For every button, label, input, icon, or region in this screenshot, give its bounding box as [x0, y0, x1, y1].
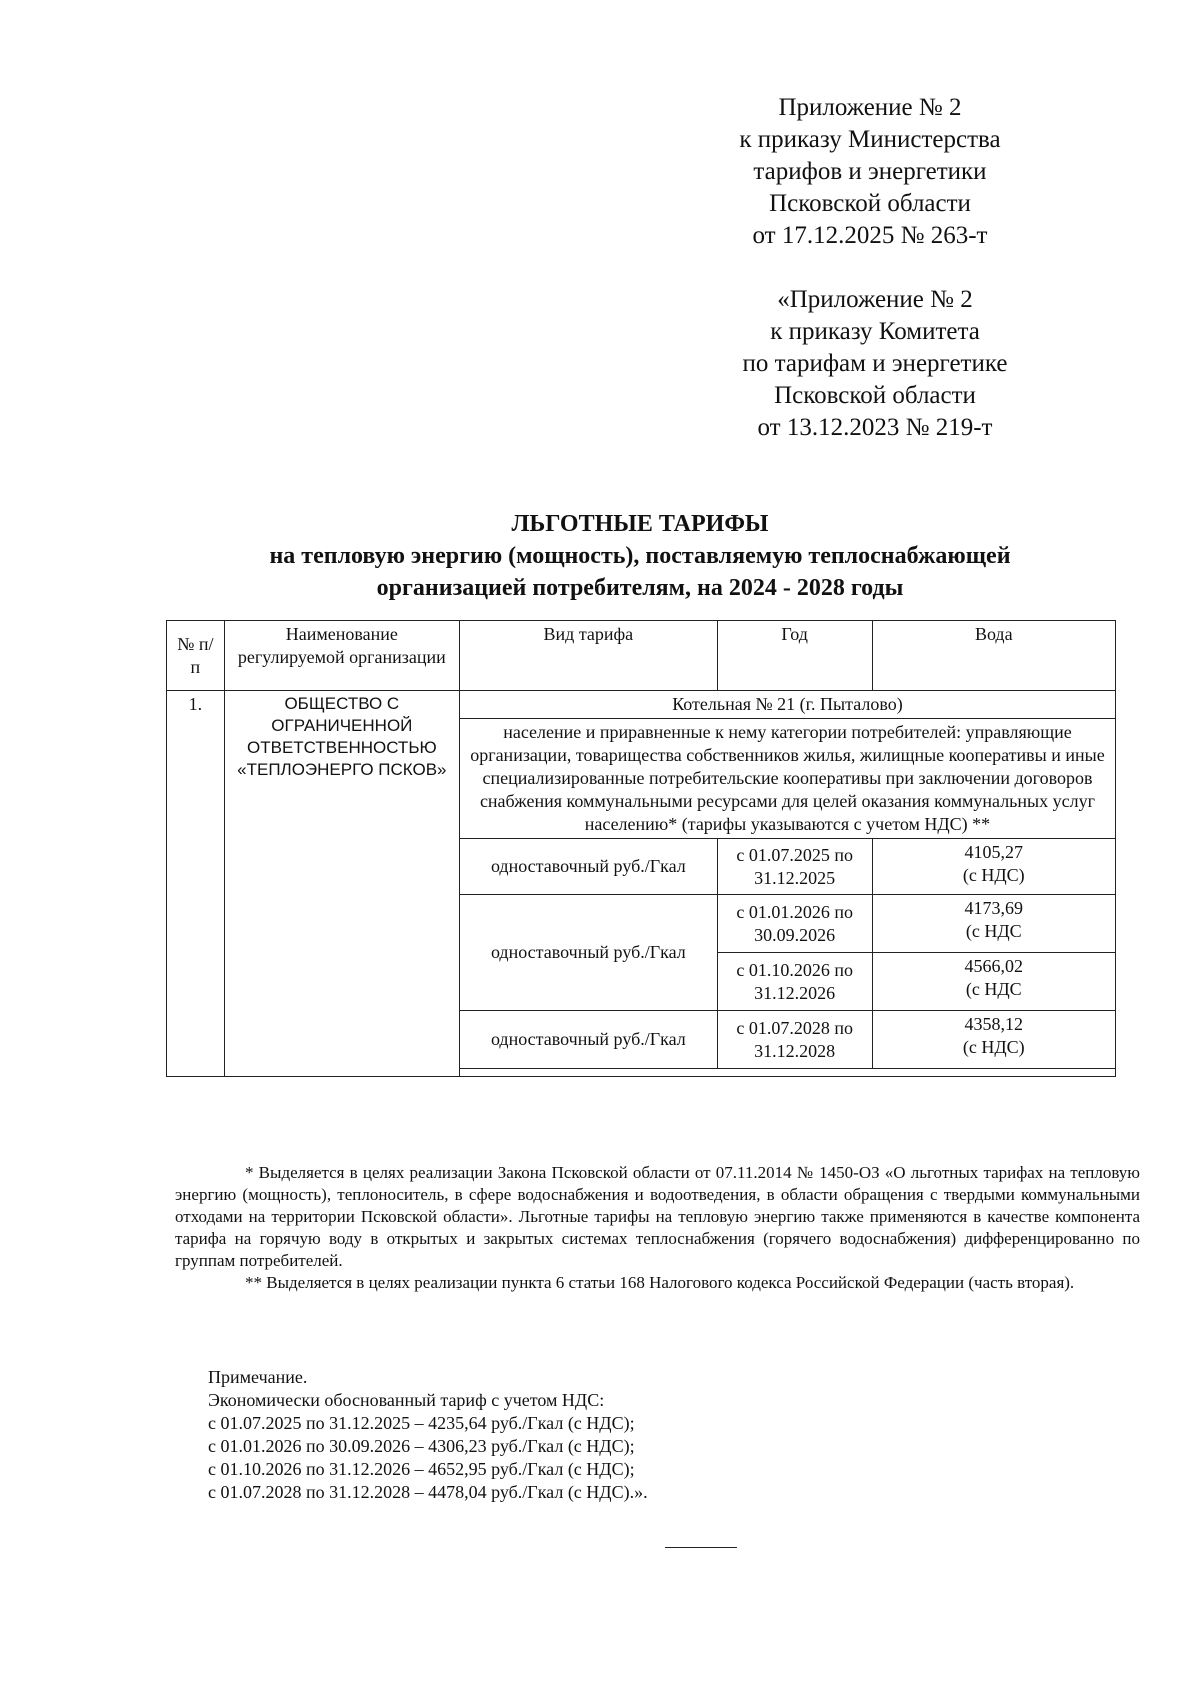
appendix-line: к приказу Министерства: [739, 126, 1001, 153]
tariff-vat-note: (с НДС: [965, 921, 1022, 941]
tariff-value: 4105,27: [964, 842, 1023, 862]
remark-line: с 01.10.2026 по 31.12.2026 – 4652,95 руб./Гкал (с НДС);: [208, 1459, 635, 1479]
tariff-value: 4173,69: [964, 898, 1023, 918]
boiler-house: Котельная № 21 (г. Пыталово): [459, 691, 1115, 719]
appendix-line: Приложение № 2: [778, 94, 962, 121]
remark-line: с 01.01.2026 по 30.09.2026 – 4306,23 руб./Гкал (с НДС);: [208, 1436, 635, 1456]
tariff-period: с 01.01.2026 по 30.09.2026: [717, 895, 872, 953]
tariff-period: с 01.07.2028 по 31.12.2028: [717, 1011, 872, 1069]
tariff-value: 4566,02: [964, 956, 1023, 976]
remark-line: с 01.07.2028 по 31.12.2028 – 4478,04 руб./Гкал (с НДС).».: [208, 1482, 648, 1502]
tariff-vat-note: (с НДС): [962, 865, 1025, 885]
appendix-line: к приказу Комитета: [770, 318, 980, 345]
appendix-line: от 13.12.2023 № 219-т: [757, 414, 993, 441]
tariff-vat-note: (с НДС): [962, 1037, 1025, 1057]
title-line: организацией потребителям, на 2024 - 2028 годы: [376, 575, 904, 601]
remark-heading: Примечание.: [208, 1367, 308, 1387]
organization-name: ОБЩЕСТВО С ОГРАНИЧЕННОЙ ОТВЕТСТВЕННОСТЬЮ «ТЕПЛОЭНЕРГО ПСКОВ»: [224, 691, 459, 1077]
remark-line: с 01.07.2025 по 31.12.2025 – 4235,64 руб./Гкал (с НДС);: [208, 1413, 635, 1433]
tariff-value-cell: [872, 839, 1115, 895]
tariff-kind: одноставочный руб./Гкал: [459, 1011, 717, 1069]
tariff-value-cell: [872, 1011, 1115, 1069]
footnote-two: ** Выделяется в целях реализации пункта 6 статьи 168 Налогового кодекса Российской Федерации (часть вторая).: [245, 1273, 1075, 1292]
header-num: № п/п: [167, 621, 225, 691]
title-line: на тепловую энергию (мощность), поставляемую теплоснабжающей: [269, 543, 1011, 569]
table-header-row: [167, 621, 1116, 691]
table-row: [167, 691, 1116, 719]
appendix-header-current: [700, 92, 1040, 252]
tariff-kind: одноставочный руб./Гкал: [459, 895, 717, 1011]
appendix-line: Псковской области: [774, 382, 976, 409]
appendix-line: «Приложение № 2: [777, 286, 973, 313]
tariff-kind: одноставочный руб./Гкал: [459, 839, 717, 895]
tariff-period: с 01.10.2026 по 31.12.2026: [717, 953, 872, 1011]
header-water: Вода: [872, 621, 1115, 691]
document-title: [190, 508, 1090, 604]
header-year: Год: [717, 621, 872, 691]
remark-intro: Экономически обоснованный тариф с учетом НДС:: [208, 1390, 605, 1410]
appendix-header-original: [705, 284, 1045, 444]
appendix-line: Псковской области: [769, 190, 971, 217]
remark-block: [208, 1366, 908, 1504]
appendix-line: тарифов и энергетики: [753, 158, 987, 185]
row-number: 1.: [167, 691, 225, 1077]
tariff-value-cell: [872, 895, 1115, 953]
tariff-table: [166, 620, 1116, 1077]
tariff-value-cell: [872, 953, 1115, 1011]
spacer-cell: [459, 1069, 1115, 1077]
footnotes: [175, 1162, 1140, 1294]
consumer-category: население и приравненные к нему категории потребителей: управляющие организации, товарищества собственников жилья, жилищные кооперативы и иные специализированные потребительские кооперативы при заключении договоров снабжения коммунальными ресурсами для целей оказания коммунальных услуг населению* (тарифы указываются с учетом НДС) **: [459, 719, 1115, 839]
tariff-period: с 01.07.2025 по 31.12.2025: [717, 839, 872, 895]
tariff-value: 4358,12: [964, 1014, 1023, 1034]
footnote-one: * Выделяется в целях реализации Закона Псковской области от 07.11.2014 № 1450-ОЗ «О льготных тарифах на тепловую энергию (мощность), теплоноситель, в сфере водоснабжения и водоотведения, в области обращения с твердыми коммунальными отходами на территории Псковской области». Льготные тарифы на тепловую энергию также применяются в качестве компонента тарифа на горячую воду в открытых и закрытых системах теплоснабжения (горячего водоснабжения) дифференцированно по группам потребителей.: [175, 1163, 1140, 1270]
appendix-line: от 17.12.2025 № 263-т: [752, 222, 988, 249]
appendix-line: по тарифам и энергетике: [742, 350, 1008, 377]
title-line: ЛЬГОТНЫЕ ТАРИФЫ: [511, 511, 769, 537]
tariff-vat-note: (с НДС: [965, 979, 1022, 999]
end-divider: [665, 1547, 737, 1548]
header-org: Наименование регулируемой организации: [224, 621, 459, 691]
header-kind: Вид тарифа: [459, 621, 717, 691]
